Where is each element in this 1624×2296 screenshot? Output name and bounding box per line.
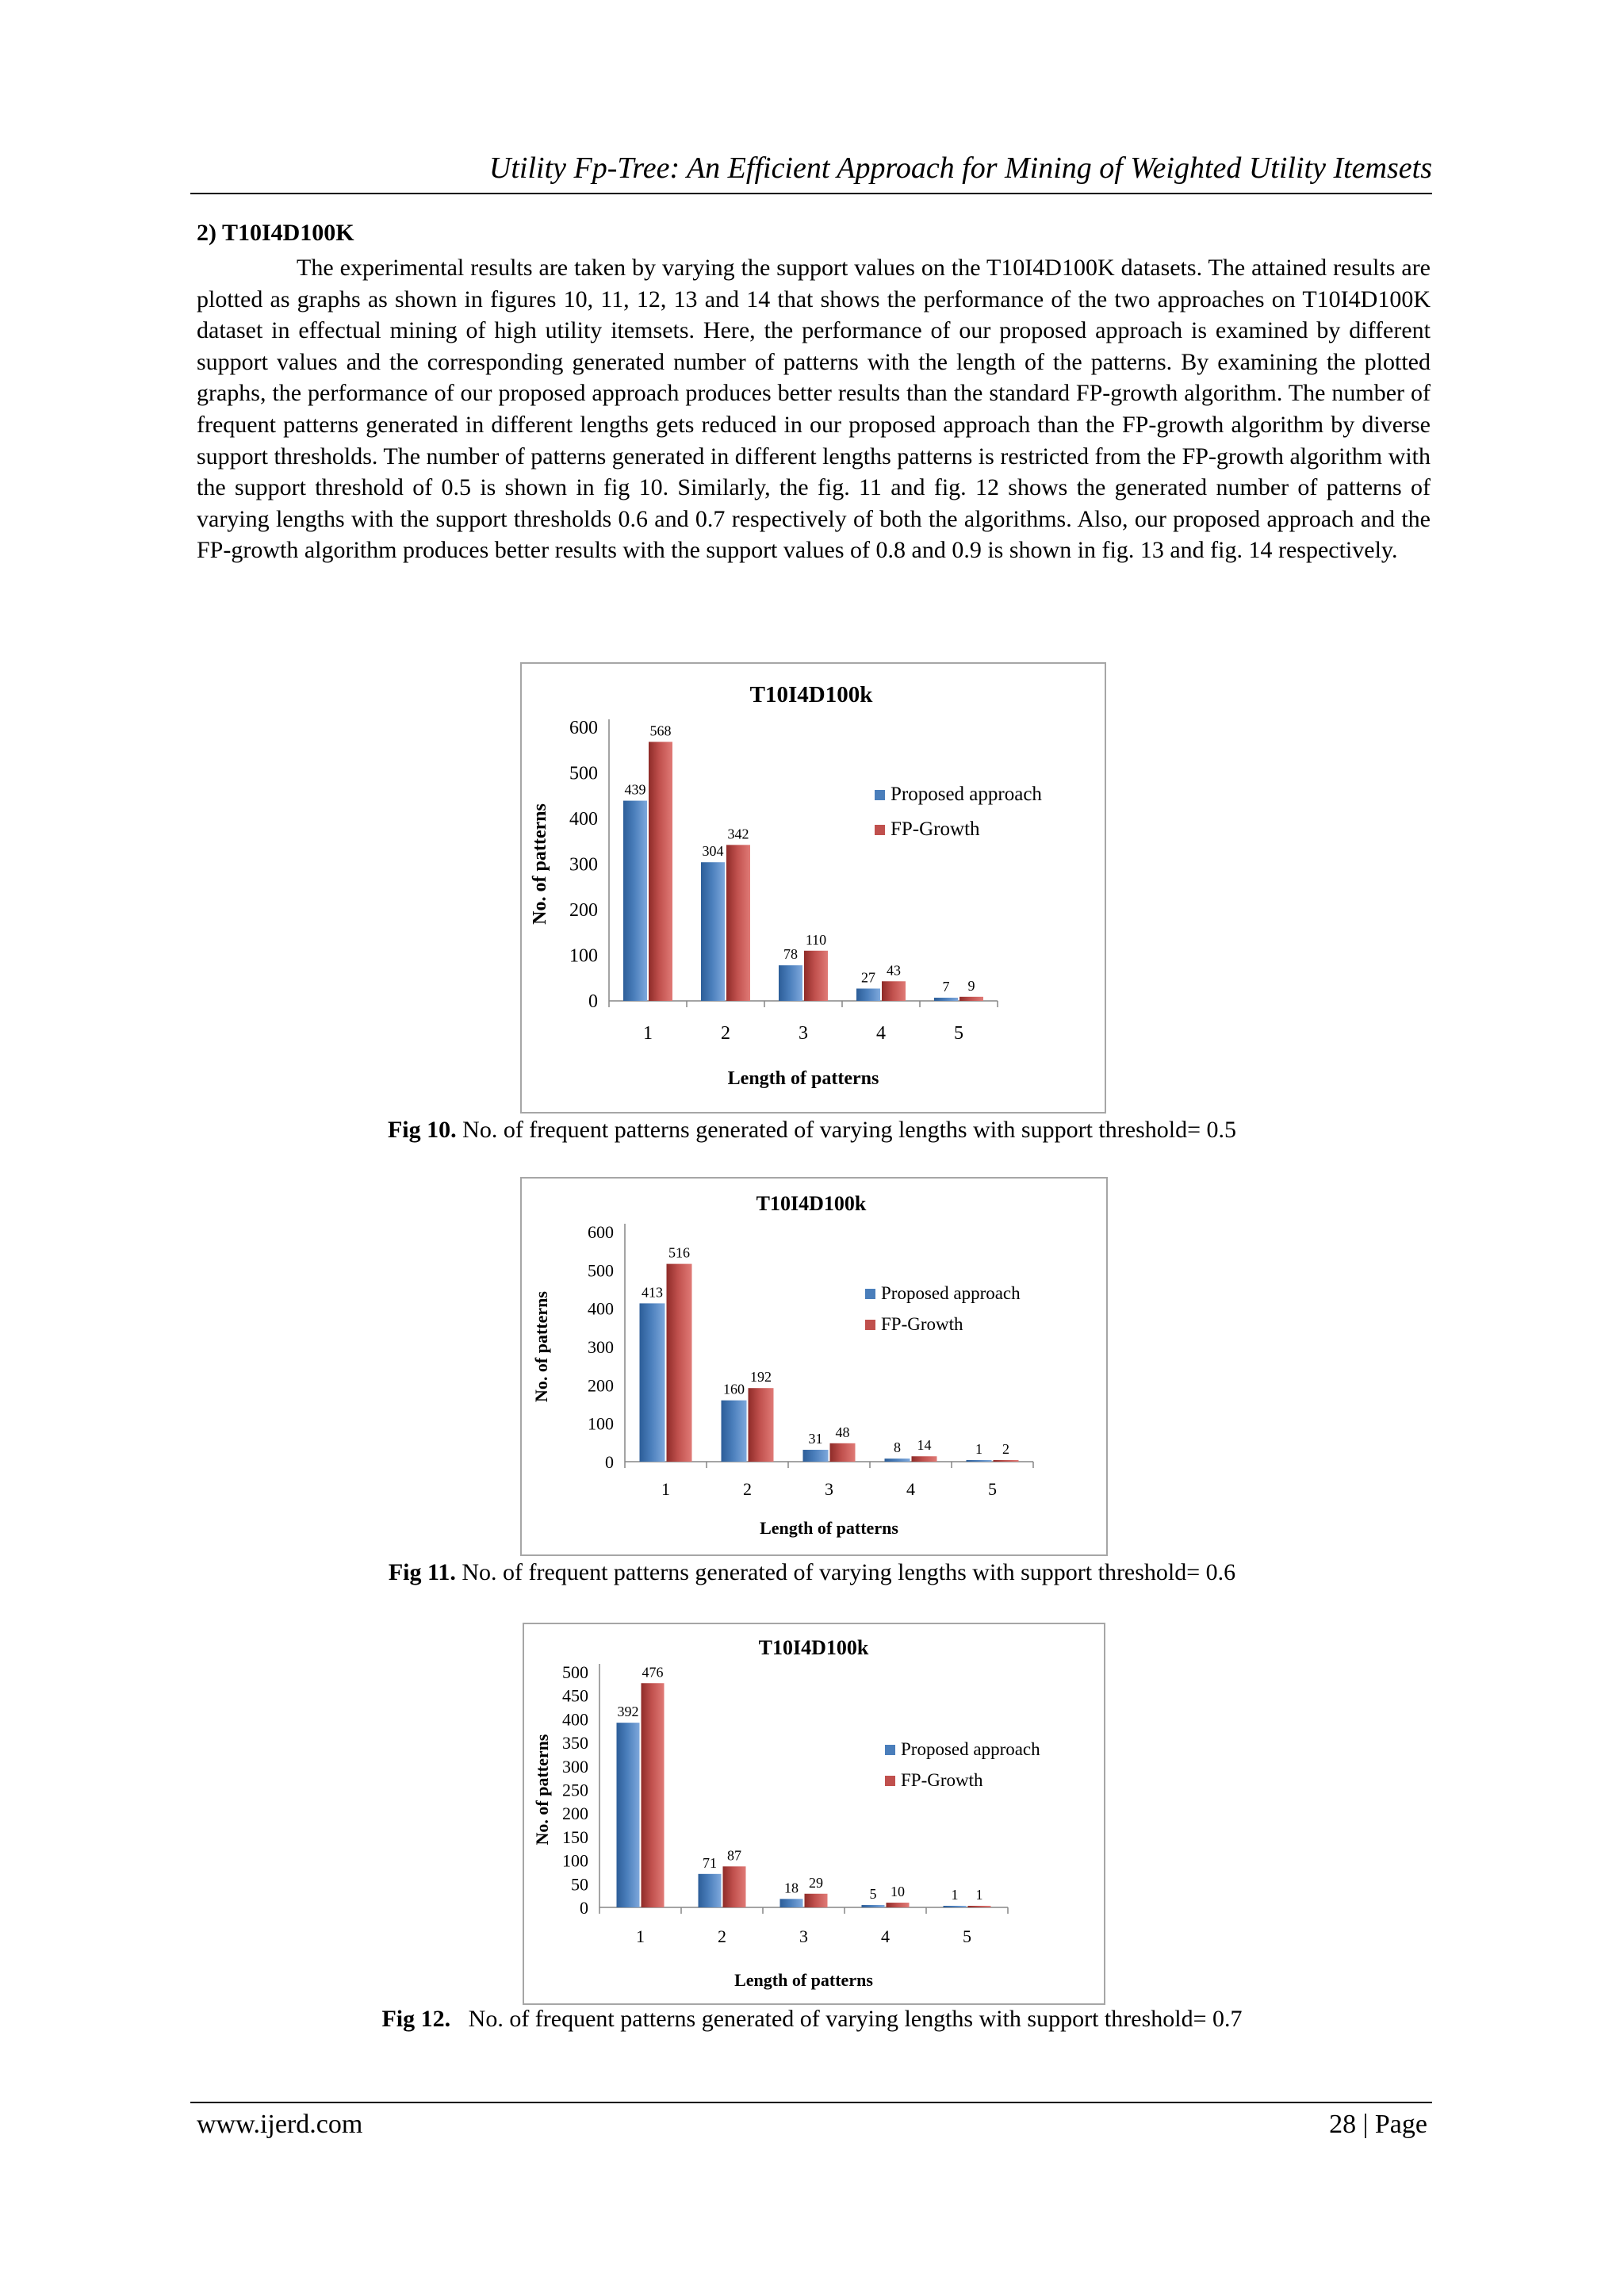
footer-rule (190, 2102, 1432, 2103)
data-label: 439 (624, 781, 646, 798)
legend-swatch (865, 1289, 875, 1299)
x-axis-label: Length of patterns (727, 1068, 879, 1089)
data-label: 304 (702, 843, 724, 860)
y-tick-label: 150 (562, 1826, 588, 1847)
x-tick-label: 1 (636, 1926, 645, 1946)
bar-fp-growth (723, 1866, 746, 1907)
chart-title: T10I4D100k (758, 1636, 869, 1659)
bar-proposed (967, 1460, 992, 1462)
data-label: 8 (894, 1439, 901, 1456)
bar-proposed (944, 1906, 967, 1907)
data-label: 392 (617, 1704, 639, 1720)
y-tick-label: 0 (588, 991, 598, 1012)
y-tick-label: 600 (569, 718, 598, 738)
y-tick-label: 500 (588, 1260, 614, 1281)
bar-proposed (617, 1723, 640, 1907)
data-label: 14 (917, 1437, 932, 1454)
data-label: 1 (975, 1441, 982, 1457)
x-axis-label: Length of patterns (734, 1970, 873, 1990)
legend-swatch (885, 1776, 895, 1786)
bar-proposed (722, 1401, 747, 1462)
data-label: 78 (783, 946, 798, 963)
bar-proposed (623, 801, 647, 1001)
x-tick-label: 4 (906, 1479, 915, 1499)
bar-fp-growth (959, 997, 983, 1001)
bar-proposed (701, 862, 725, 1001)
bar-fp-growth (804, 951, 828, 1001)
bar-fp-growth (994, 1460, 1019, 1462)
figure-label-11: Fig 11. (388, 1559, 456, 1585)
data-label: 160 (723, 1381, 745, 1397)
legend-label: Proposed approach (901, 1739, 1040, 1759)
y-tick-label: 300 (562, 1756, 588, 1777)
running-header: Utility Fp-Tree: An Efficient Approach for Mining of Weighted Utility Itemsets (488, 151, 1432, 185)
data-label: 31 (808, 1431, 823, 1447)
data-label: 7 (942, 978, 950, 995)
y-tick-label: 50 (571, 1874, 588, 1895)
legend-label: Proposed approach (881, 1283, 1021, 1303)
bar-proposed (803, 1450, 829, 1462)
chart-title: T10I4D100k (756, 1192, 867, 1215)
y-tick-label: 100 (588, 1413, 614, 1434)
legend-label: FP-Growth (901, 1770, 983, 1790)
data-label: 192 (750, 1369, 772, 1386)
section-paragraph: The experimental results are taken by varying the support values on the T10I4D100K datasets. The attained results are plotted as graphs as shown in figures 10, 11, 12, 13 and 14 that shows the performance of the two approaches on T10I4D100K dataset in effectual mining of high utility itemsets. Here, the performance of our proposed approach is examined by different support values and the corresponding generated number of patterns with the length of the patterns. By examining the plotted graphs, the performance of our proposed approach produces better results than the standard FP-growth algorithm. The number of frequent patterns generated in different lengths gets reduced in our proposed approach than the FP-growth algorithm by diverse support thresholds. The number of patterns generated in different lengths patterns is restricted from the FP-growth algorithm with the support threshold of 0.5 is shown in fig 10. Similarly, the fig. 11 and fig. 12 shows the generated number of patterns of varying lengths with the support thresholds 0.6 and 0.7 respectively of both the algorithms. Also, our proposed approach and the FP-growth algorithm produces better results with the support values of 0.8 and 0.9 is shown in fig. 13 and fig. 14 respectively. (197, 255, 1431, 564)
y-tick-label: 200 (562, 1803, 588, 1824)
figure-label-10: Fig 10. (387, 1117, 457, 1143)
bar-fp-growth (805, 1894, 828, 1907)
figure-text-11: No. of frequent patterns generated of varying lengths with support threshold= 0.6 (455, 1559, 1236, 1585)
x-tick-label: 5 (954, 1023, 963, 1044)
legend-swatch (875, 825, 885, 835)
figure-label-12: Fig 12. (381, 2006, 451, 2032)
legend-swatch (865, 1320, 875, 1330)
bar-proposed (780, 1899, 803, 1907)
y-tick-label: 400 (569, 809, 598, 830)
y-tick-label: 250 (562, 1780, 588, 1800)
y-tick-label: 400 (562, 1709, 588, 1730)
data-label: 29 (809, 1874, 823, 1891)
data-label: 27 (861, 969, 875, 986)
data-label: 110 (805, 931, 827, 948)
x-tick-label: 4 (881, 1926, 890, 1946)
header-rule (190, 193, 1432, 194)
data-label: 2 (1002, 1441, 1009, 1457)
bar-fp-growth (749, 1388, 774, 1462)
chart-fig12-svg (524, 1624, 1104, 2003)
data-label: 342 (727, 826, 749, 842)
legend-swatch (885, 1745, 895, 1755)
data-label: 1 (951, 1887, 959, 1903)
bar-proposed (862, 1905, 885, 1907)
figure-caption-12 (0, 2006, 1624, 2033)
y-tick-label: 350 (562, 1733, 588, 1754)
chart-fig11-svg (522, 1179, 1106, 1554)
bar-proposed (699, 1874, 722, 1907)
y-tick-label: 100 (562, 1850, 588, 1871)
x-tick-label: 1 (643, 1023, 653, 1044)
bar-proposed (640, 1303, 665, 1462)
data-label: 18 (784, 1880, 799, 1896)
legend-label: Proposed approach (891, 784, 1042, 805)
data-label: 516 (668, 1244, 690, 1261)
bar-proposed (934, 998, 958, 1001)
y-tick-label: 500 (569, 763, 598, 784)
chart-fig10-svg (522, 664, 1105, 1112)
x-axis-label: Length of patterns (760, 1518, 898, 1538)
bar-fp-growth (726, 845, 750, 1001)
x-tick-label: 5 (963, 1926, 971, 1946)
data-label: 5 (869, 1886, 877, 1903)
bar-fp-growth (912, 1456, 937, 1462)
y-axis-label: No. of patterns (530, 803, 550, 925)
bar-fp-growth (968, 1906, 991, 1907)
y-tick-label: 0 (605, 1452, 614, 1472)
data-label: 43 (887, 962, 901, 979)
x-tick-label: 3 (799, 1023, 808, 1044)
data-label: 413 (642, 1284, 663, 1301)
bar-fp-growth (887, 1903, 910, 1907)
x-tick-label: 3 (799, 1926, 808, 1946)
x-tick-label: 5 (988, 1479, 997, 1499)
data-label: 87 (727, 1847, 741, 1864)
legend-label: FP-Growth (881, 1314, 963, 1334)
y-tick-label: 500 (562, 1662, 588, 1682)
data-label: 48 (835, 1424, 850, 1440)
y-tick-label: 400 (588, 1298, 614, 1319)
data-label: 10 (891, 1884, 905, 1900)
y-tick-label: 600 (588, 1222, 614, 1242)
data-label: 71 (703, 1854, 717, 1871)
data-label: 476 (642, 1664, 664, 1681)
figure-caption-11 (0, 1559, 1624, 1586)
section-heading: 2) T10I4D100K (197, 220, 354, 246)
legend-label: FP-Growth (891, 818, 980, 840)
data-label: 568 (649, 723, 672, 739)
bar-fp-growth (642, 1683, 665, 1907)
y-axis-label: No. of patterns (531, 1291, 551, 1402)
x-tick-label: 2 (721, 1023, 730, 1044)
chart-fig11 (520, 1177, 1108, 1556)
chart-title: T10I4D100k (749, 682, 873, 707)
y-tick-label: 200 (588, 1375, 614, 1396)
y-axis-label: No. of patterns (532, 1734, 552, 1846)
bar-proposed (885, 1458, 910, 1462)
bar-proposed (779, 965, 802, 1001)
x-tick-label: 2 (718, 1926, 726, 1946)
x-tick-label: 3 (825, 1479, 833, 1499)
bar-fp-growth (649, 742, 672, 1001)
chart-fig12 (523, 1623, 1105, 2005)
bar-fp-growth (667, 1264, 692, 1462)
footer-page-number: 28 | Page (1329, 2110, 1427, 2139)
figure-text-10: No. of frequent patterns generated of varying lengths with support threshold= 0.5 (456, 1117, 1237, 1143)
x-tick-label: 1 (661, 1479, 670, 1499)
y-tick-label: 100 (569, 945, 598, 967)
data-label: 9 (967, 977, 975, 994)
footer-url: www.ijerd.com (197, 2110, 363, 2139)
figure-text-12: No. of frequent patterns generated of varying lengths with support threshold= 0.7 (450, 2006, 1243, 2032)
bar-fp-growth (882, 981, 906, 1001)
data-label: 1 (975, 1887, 983, 1903)
figure-caption-10 (0, 1117, 1624, 1144)
bar-fp-growth (830, 1443, 856, 1462)
y-tick-label: 300 (569, 854, 598, 876)
x-tick-label: 2 (743, 1479, 752, 1499)
bar-proposed (856, 988, 880, 1001)
x-tick-label: 4 (876, 1023, 886, 1044)
legend-swatch (875, 790, 885, 800)
y-tick-label: 0 (580, 1898, 588, 1918)
chart-fig10 (520, 662, 1106, 1114)
y-tick-label: 200 (569, 900, 598, 921)
y-tick-label: 300 (588, 1337, 614, 1357)
y-tick-label: 450 (562, 1685, 588, 1706)
